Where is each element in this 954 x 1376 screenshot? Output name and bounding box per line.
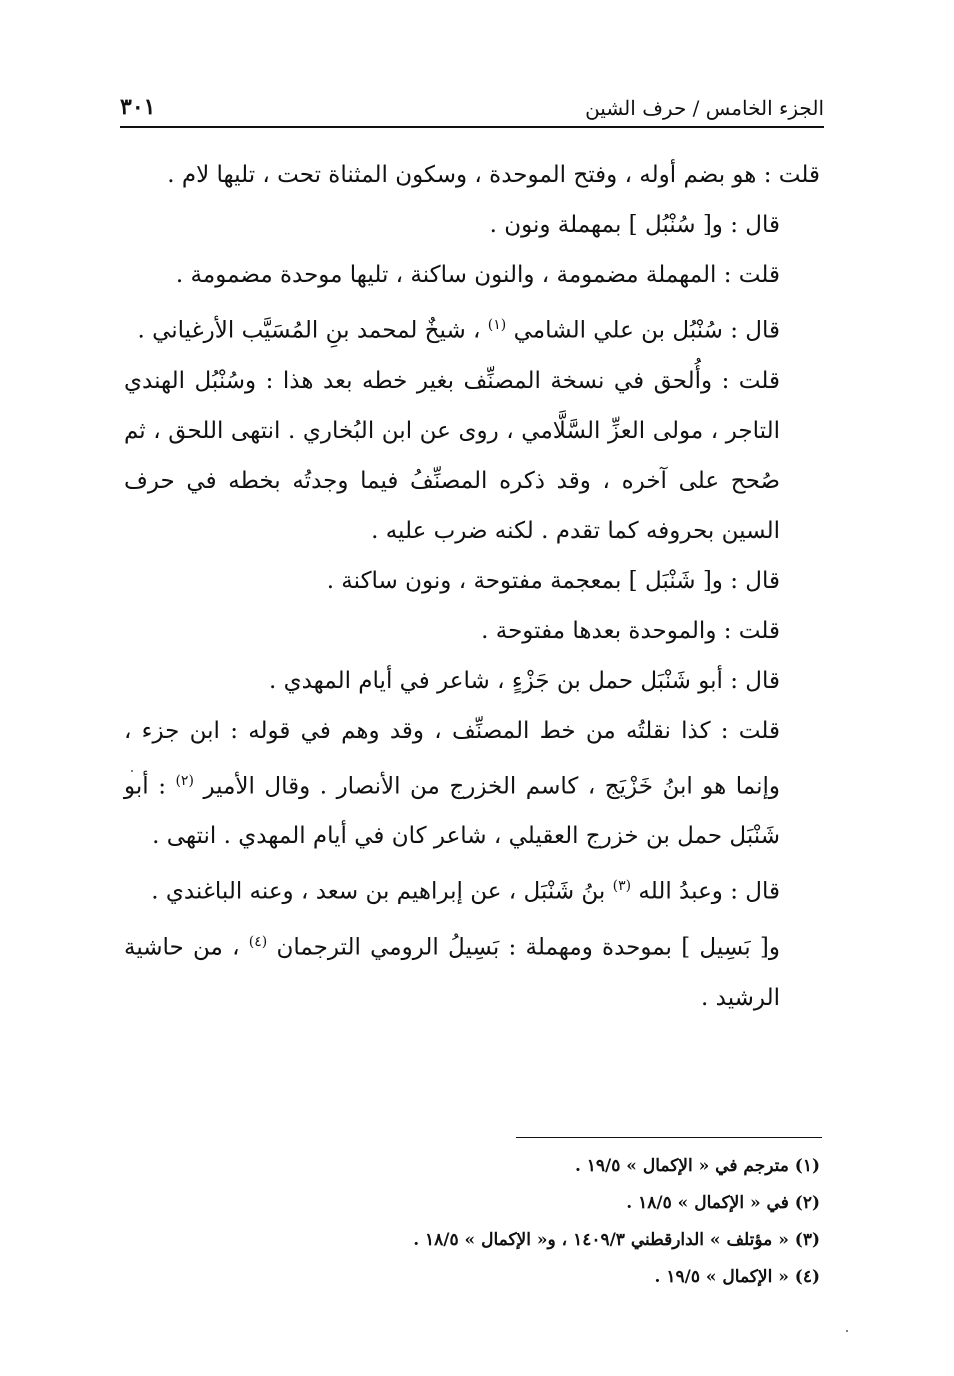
footnote-marker: (٤) (248, 933, 268, 950)
footnote: (١) مترجم في « الإكمال » ١٩/٥ . (574, 1156, 820, 1176)
footnote-divider (516, 1137, 822, 1138)
paragraph: قال : و[ شَنْبَل ] بمعجمة مفتوحة ، ونون ساكنة . (326, 567, 780, 594)
paragraph: قال : سُنْبُل بن علي الشامي $^{(١)}$ ، شيخٌ لمحمد بنِ المُسَيَّب الأرغياني . (137, 317, 780, 344)
running-title: الجزء الخامس / حرف الشين (585, 96, 824, 120)
page-header (120, 88, 824, 128)
paragraph: قال : أبو شَنْبَل حمل بن جَزْءٍ ، شاعر في أيام المهدي . (268, 667, 780, 694)
footnotes (124, 1148, 820, 1296)
scan-speck (131, 770, 133, 772)
paragraph: قلت : كذا نقلتُه من خط المصنِّف ، وقد وهم في قوله : ابن جزء ، وإنما هو ابنُ خَزْيَج ، كاسم الخزرج من الأنصار . وقال الأمير $^{(٢)}$ : أبو شَنْبَل حمل بن خزرج العقيلي ، شاعر كان في أيام المهدي . انتهى . (124, 717, 780, 850)
paragraph: قلت : وأُلحق في نسخة المصنِّف بغير خطه بعد هذا : وسُنْبُل الهندي التاجر ، مولى العزِّ السَّلَّامي ، روى عن ابن البُخاري . انتهى اللحق ، ثم صُحح على آخره ، وقد ذكره المصنِّفُ فيما وجدتُه بخطه في حرف السين بحروفه كما تقدم . لكنه ضرب عليه . (124, 367, 780, 544)
footnote: (٤) « الإكمال » ١٩/٥ . (654, 1267, 820, 1287)
paragraph: قال : و[ سُنْبُل ] بمهملة ونون . (489, 212, 780, 238)
paragraph: قلت : هو بضم أوله ، وفتح الموحدة ، وسكون المثناة تحت ، تليها لام . (167, 162, 820, 188)
footnote-marker: (١) (487, 317, 507, 333)
paragraph: قلت : المهملة مضمومة ، والنون ساكنة ، تليها موحدة مضمومة . (175, 262, 780, 288)
paragraph: قال : وعبدُ الله $^{(٣)}$ بنُ شَنْبَل ، عن إبراهيم بن سعد ، وعنه الباغندي . (151, 878, 780, 905)
footnote: (٢) في « الإكمال » ١٨/٥ . (626, 1193, 820, 1213)
paragraph: قلت : والموحدة بعدها مفتوحة . (481, 617, 780, 644)
page-number: ٣٠١ (120, 94, 156, 120)
footnote-marker: (٢) (175, 772, 194, 789)
footnote: (٣) « مؤتلف » الدارقطني ١٤٠٩/٣ ، و« الإكمال » ١٨/٥ . (413, 1230, 820, 1250)
scan-speck (846, 1330, 848, 1332)
paragraph: و[ بَسِيل ] بموحدة ومهملة : بَسِيلُ الرومي الترجمان $^{(٤)}$ ، من حاشية الرشيد . (124, 933, 780, 1011)
body-text (124, 150, 820, 1023)
footnote-marker: (٣) (612, 878, 632, 895)
